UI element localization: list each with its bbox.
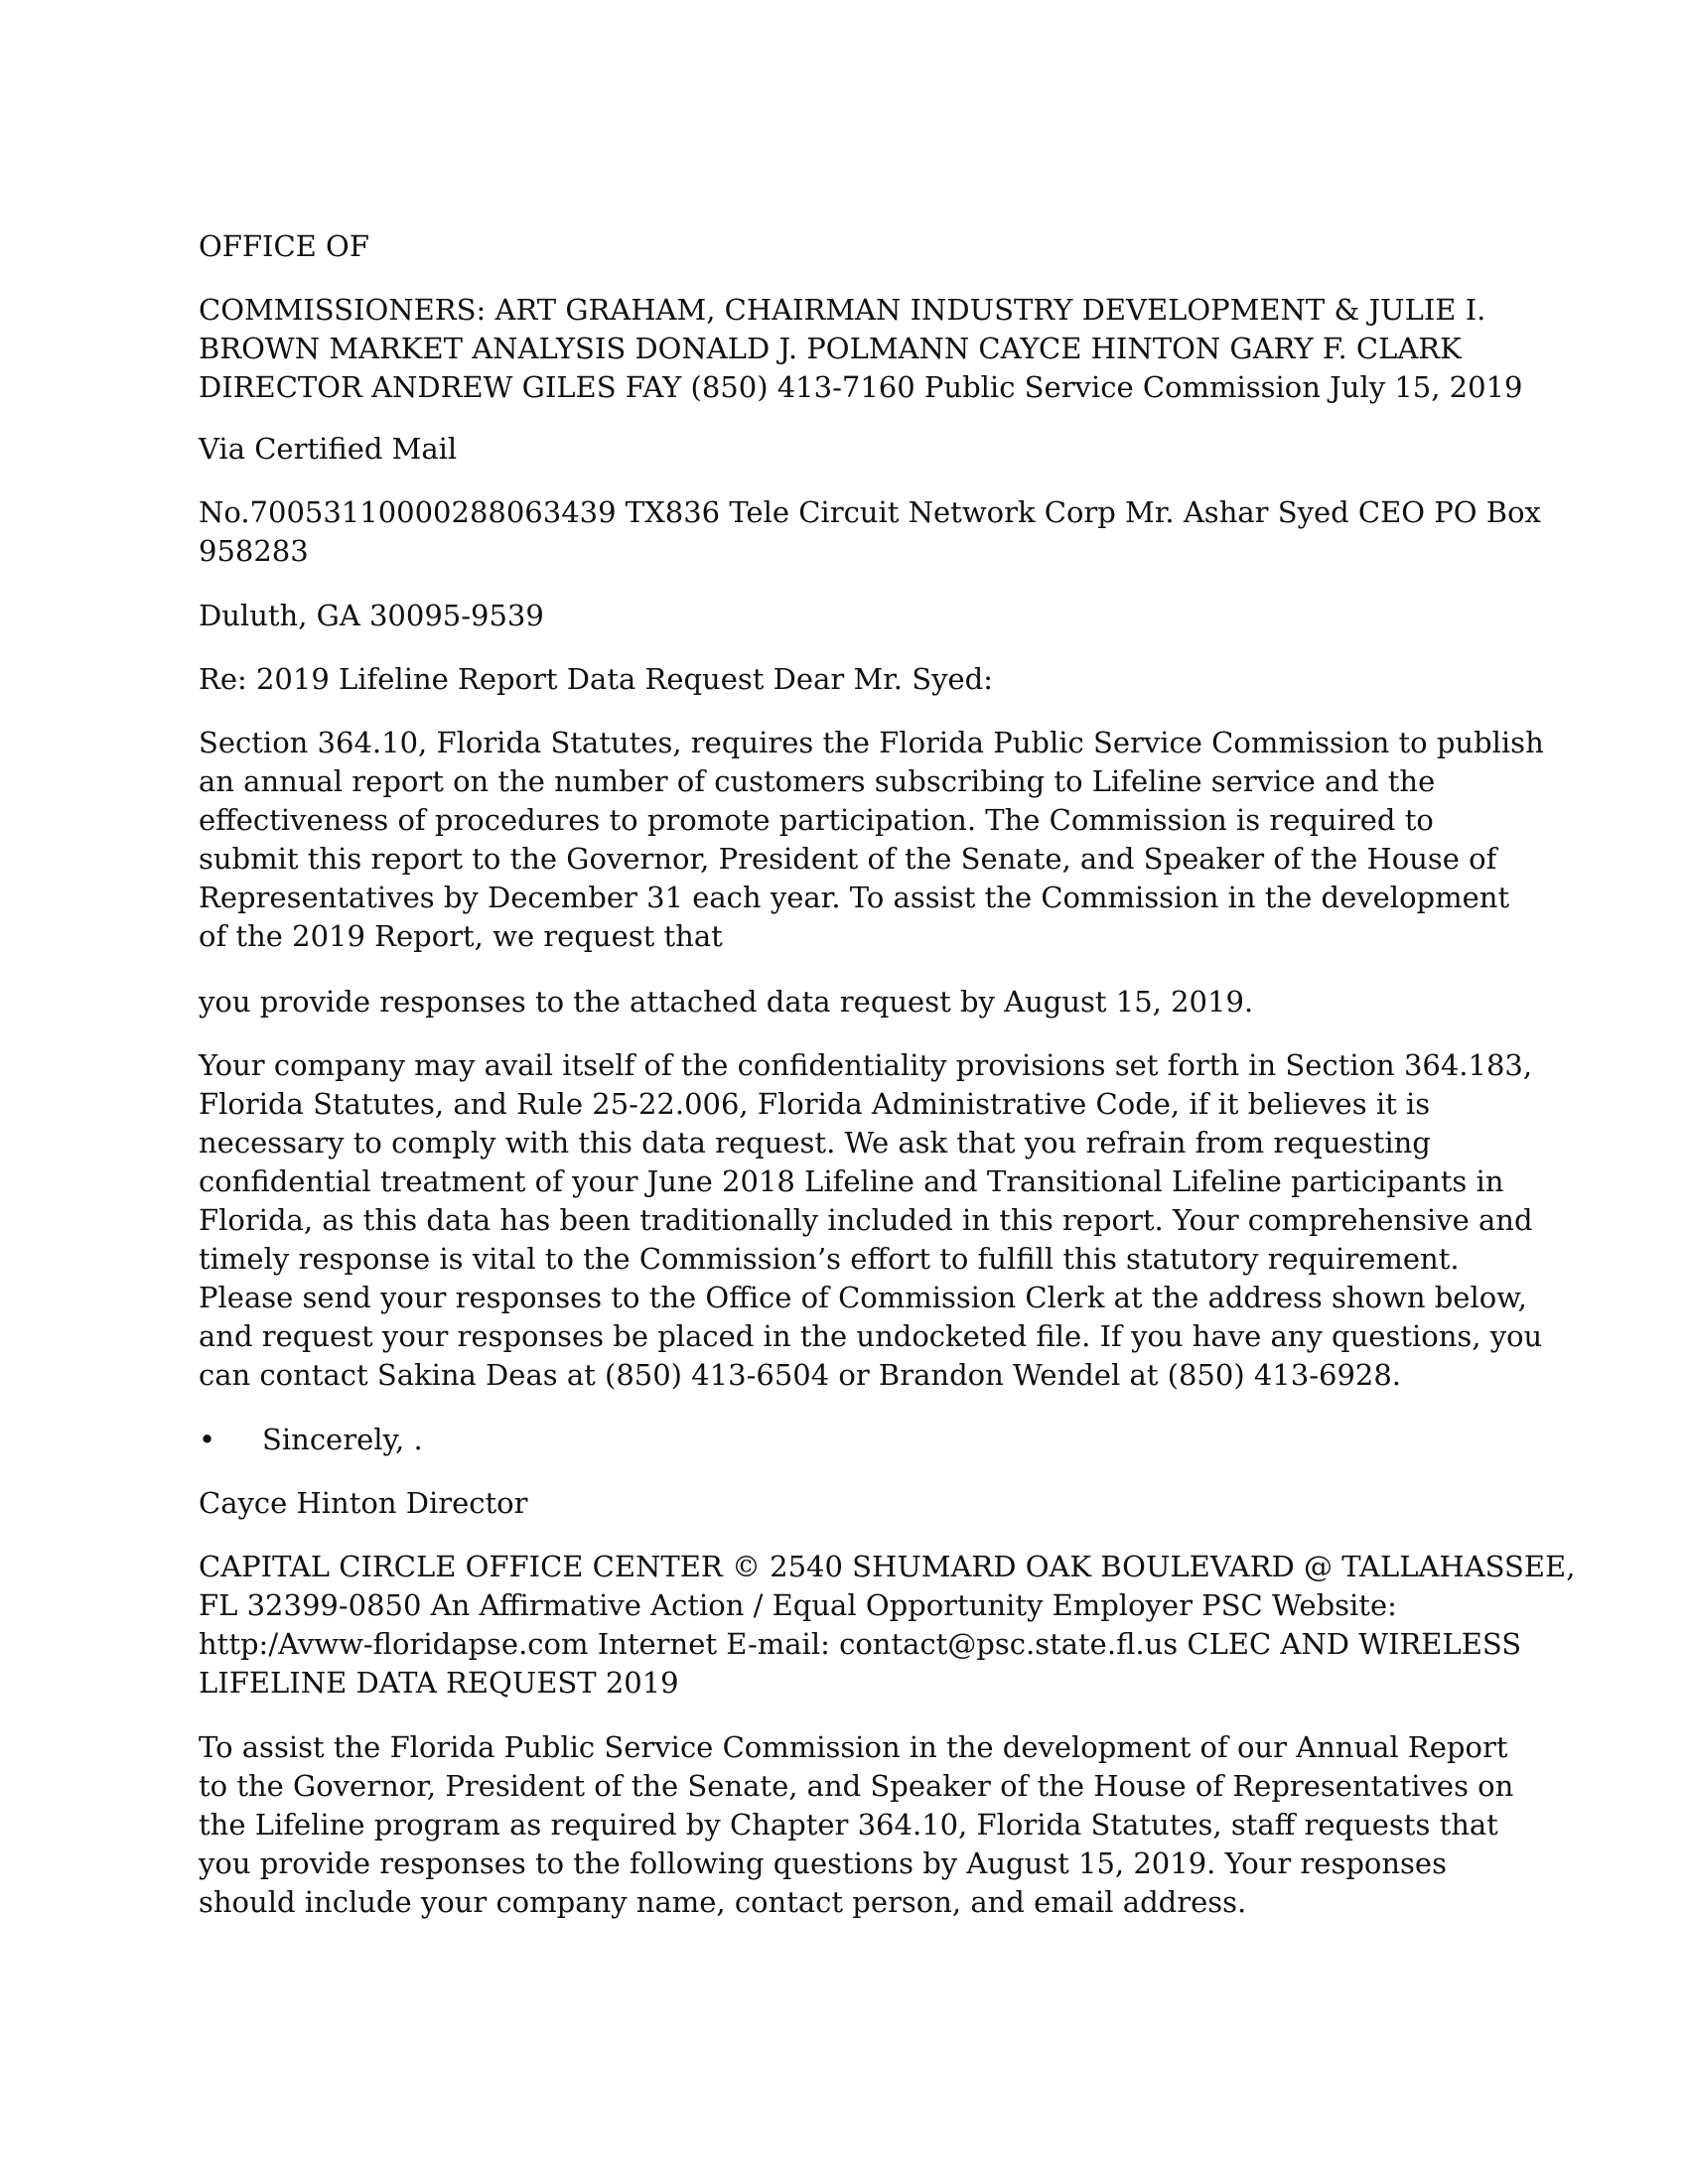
paragraph-line: effectiveness of procedures to promote participation. The Commission is required to — [199, 803, 1434, 837]
address-line: No.70053110000288063439 TX836 Tele Circuit Network Corp Mr. Ashar Syed CEO PO Box — [199, 495, 1541, 529]
recipient-address — [199, 493, 1541, 571]
closing-line — [199, 1421, 794, 1460]
paragraph-line: confidential treatment of your June 2018 Lifeline and Transitional Lifeline participants in — [199, 1164, 1504, 1198]
paragraph-line: Please send your responses to the Office of Commission Clerk at the address shown below, — [199, 1281, 1527, 1314]
signature-name: Cayce Hinton Director — [199, 1486, 528, 1520]
body-paragraph-statute — [199, 724, 1544, 956]
paragraph-line: Florida, as this data has been traditionally included in this report. Your comprehensive and — [199, 1203, 1533, 1237]
commissioners-line: DIRECTOR ANDREW GILES FAY (850) 413-7160 Public Service Commission July 15, 2019 — [199, 370, 1523, 404]
paragraph-line: Representatives by December 31 each year. To assist the Commission in the development — [199, 881, 1510, 914]
paragraph-line: submit this report to the Governor, President of the Senate, and Speaker of the House of — [199, 842, 1497, 876]
paragraph-line: can contact Sakina Deas at (850) 413-6504 or Brandon Wendel at (850) 413-6928. — [199, 1358, 1402, 1392]
footer-line: FL 32399-0850 An Affirmative Action / Equal Opportunity Employer PSC Website: — [199, 1588, 1397, 1622]
paragraph-line: Florida Statutes, and Rule 25-22.006, Florida Administrative Code, if it believes it is — [199, 1087, 1431, 1121]
commissioners-line: COMMISSIONERS: ART GRAHAM, CHAIRMAN INDUSTRY DEVELOPMENT & JULIE I. — [199, 293, 1486, 327]
commissioners-line: BROWN MARKET ANALYSIS DONALD J. POLMANN CAYCE HINTON GARY F. CLARK — [199, 332, 1462, 365]
paragraph-line: an annual report on the number of customers subscribing to Lifeline service and the — [199, 764, 1436, 798]
paragraph-line: the Lifeline program as required by Chapter 364.10, Florida Statutes, staff requests that — [199, 1808, 1498, 1842]
footer-line: http:/Avww-floridapse.com Internet E-mail: contact@psc.state.fl.us CLEC AND WIRELESS — [199, 1627, 1522, 1661]
recipient-city: Duluth, GA 30095-9539 — [199, 599, 544, 632]
paragraph-line: you provide responses to the following questions by August 15, 2019. Your responses — [199, 1846, 1447, 1880]
footer-line: LIFELINE DATA REQUEST 2019 — [199, 1666, 679, 1700]
delivery-method: Via Certified Mail — [199, 432, 458, 466]
body-paragraph-deadline: you provide responses to the attached data request by August 15, 2019. — [199, 985, 1254, 1019]
paragraph-line: to the Governor, President of the Senate, and Speaker of the House of Representatives on — [199, 1769, 1514, 1803]
paragraph-line: timely response is vital to the Commission’s effort to fulfill this statutory requirement. — [199, 1242, 1460, 1276]
paragraph-line: Section 364.10, Florida Statutes, requires the Florida Public Service Commission to publish — [199, 726, 1544, 759]
footer-line: CAPITAL CIRCLE OFFICE CENTER © 2540 SHUMARD OAK BOULEVARD @ TALLAHASSEE, — [199, 1550, 1576, 1583]
office-heading: OFFICE OF — [199, 229, 369, 263]
letterhead-footer — [199, 1548, 1575, 1703]
paragraph-line: should include your company name, contact person, and email address. — [199, 1885, 1247, 1919]
paragraph-line: To assist the Florida Public Service Commission in the development of our Annual Report — [199, 1730, 1508, 1764]
paragraph-line: of the 2019 Report, we request that — [199, 919, 723, 953]
subject-salutation: Re: 2019 Lifeline Report Data Request Dear Mr. Syed: — [199, 662, 993, 696]
paragraph-line: Your company may avail itself of the confidentiality provisions set forth in Section 364.183, — [199, 1048, 1533, 1082]
bullet-icon: • — [199, 1423, 216, 1456]
body-paragraph-request — [199, 1728, 1513, 1922]
body-paragraph-confidentiality — [199, 1046, 1542, 1395]
closing-text: Sincerely, . — [262, 1423, 423, 1456]
address-line: 958283 — [199, 534, 309, 568]
paragraph-line: necessary to comply with this data request. We ask that you refrain from requesting — [199, 1126, 1431, 1160]
commissioners-block — [199, 291, 1522, 407]
paragraph-line: and request your responses be placed in the undocketed file. If you have any questions, you — [199, 1319, 1543, 1353]
